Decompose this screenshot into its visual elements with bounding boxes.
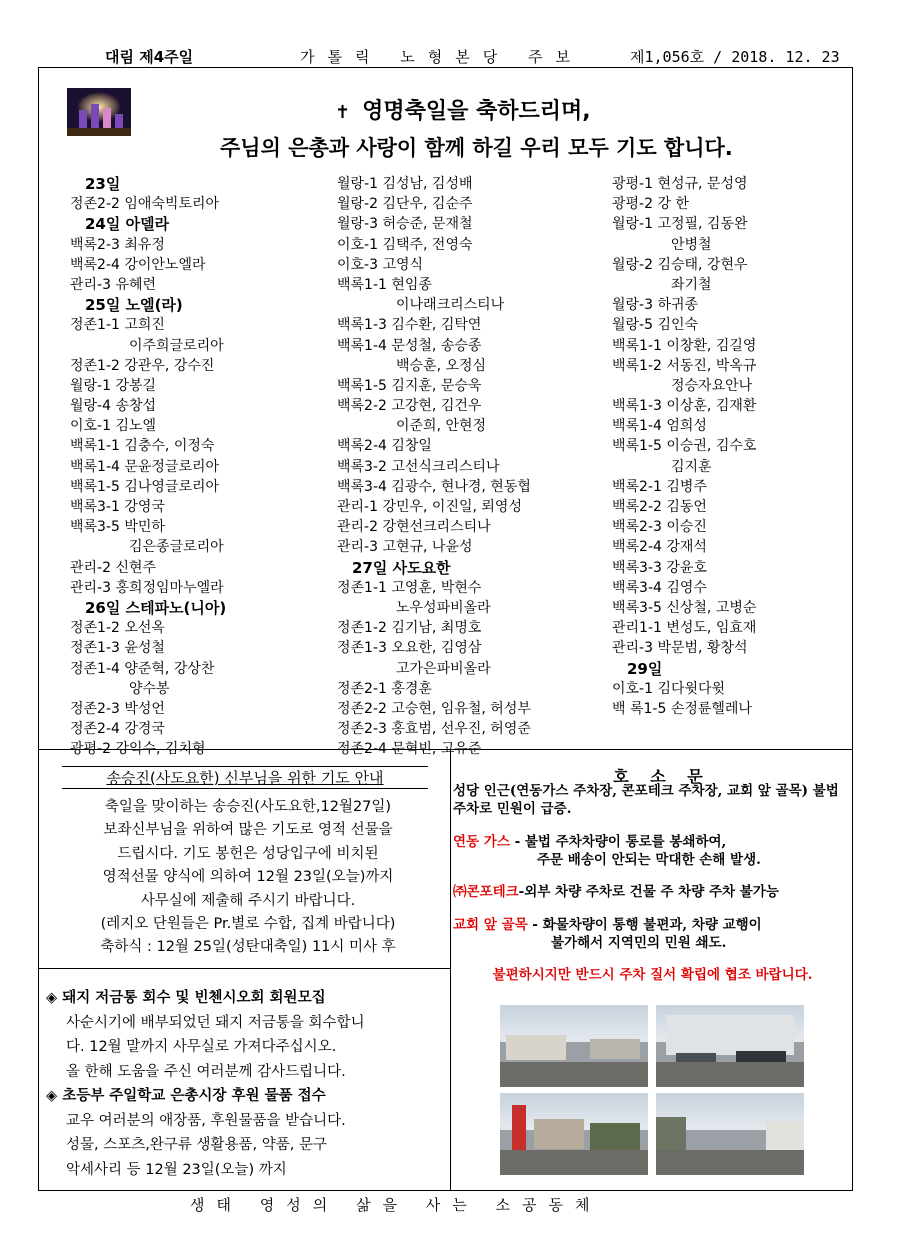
feast-day-heading: 25일 노엘(라) <box>85 296 183 315</box>
section-divider-left <box>38 968 450 969</box>
feast-name-entry: 월랑-3 하귀종 <box>612 297 699 314</box>
feast-name-entry: 관리-2 강현선크리스티나 <box>337 519 491 536</box>
feast-name-entry: 김은종글로리아 <box>129 539 224 556</box>
prayer-line: 보좌신부님을 위하여 많은 기도로 영적 선물을 <box>103 822 393 839</box>
feast-name-entry: 월랑-1 고정필, 김동완 <box>612 216 748 233</box>
feast-name-entry: 백록1-3 김수환, 김탁연 <box>337 317 482 334</box>
feast-name-entry: 정존1-3 윤성철 <box>70 640 165 657</box>
feast-name-entry: 정존2-2 임애숙빅토리아 <box>70 196 220 213</box>
feast-name-entry: 백록3-2 고선식크리스티나 <box>337 458 500 475</box>
appeal-closing: 불편하시지만 반드시 주차 질서 확립에 협조 바랍니다. <box>492 967 813 983</box>
feast-list-column-1 <box>70 174 226 759</box>
appeal-title: 호 소 문 <box>613 767 711 786</box>
announcement-title: ◈ 초등부 주일학교 은총시장 후원 물품 접수 <box>46 1088 326 1104</box>
parking-photo-3 <box>500 1093 648 1175</box>
feast-name-entry: 백록1-5 김지훈, 문승욱 <box>337 377 482 394</box>
announcement-title: ◈ 돼지 저금통 회수 및 빈첸시오회 회원모집 <box>46 990 326 1006</box>
feast-name-entry: 백록1-4 문윤정글로리아 <box>70 458 220 475</box>
feast-name-entry: 관리1-1 변성도, 임효재 <box>612 620 757 637</box>
prayer-line: 영적선물 양식에 의하여 12월 23일(오늘)까지 <box>102 869 394 886</box>
feast-name-entry: 관리-3 고현규, 나윤성 <box>337 539 473 556</box>
feast-name-entry: 이주희글로리아 <box>129 337 224 354</box>
feast-name-entry: 백록2-4 강이안노엘라 <box>70 256 206 273</box>
feast-name-entry: 백록2-2 고강현, 김건우 <box>337 398 482 415</box>
feast-day-heading: 27일 사도요한 <box>352 558 451 577</box>
feast-name-entry: 백록3-3 강윤호 <box>612 559 707 576</box>
feast-name-entry: 백록1-1 김충수, 이정숙 <box>70 438 215 455</box>
feast-name-entry: 백록1-3 이상훈, 김재환 <box>612 398 757 415</box>
cross-icon: ✝ <box>335 102 351 123</box>
feast-name-entry: 정존1-3 오요한, 김영삼 <box>337 640 482 657</box>
feast-name-entry: 월랑-5 김인숙 <box>612 317 699 334</box>
announcement-line: 사순시기에 배부되었던 돼지 저금통을 회수합니 <box>66 1014 365 1031</box>
feast-name-entry: 백록3-4 김광수, 현나경, 현동협 <box>337 478 531 495</box>
feast-name-entry: 백록1-1 이창환, 김길영 <box>612 337 757 354</box>
feast-name-entry: 노우성파비올라 <box>396 599 491 616</box>
feast-name-entry: 이호-1 김노엘 <box>70 418 157 435</box>
footer-motto: 생태 영성의 삶을 사는 소공동체 <box>190 1196 602 1214</box>
feast-name-entry: 관리-1 강민우, 이진일, 뢰영성 <box>337 499 522 515</box>
feast-name-entry: 정존2-4 강경국 <box>70 721 165 738</box>
feast-name-entry: 광평-2 강 한 <box>612 196 689 213</box>
feast-day-heading: 29일 <box>627 659 663 678</box>
diamond-icon: ◈ <box>46 990 58 1006</box>
issue-week-label: 대림 제4주일 <box>105 48 194 66</box>
appeal-item-alley: 교회 앞 골목 - 화물차량이 통행 불편과, 차량 교행이 불가해서 지역민의 민원 쇄도. <box>453 917 762 951</box>
issue-number-date: 제1,056호 / 2018. 12. 23 <box>630 48 840 66</box>
prayer-line: 축일을 맞이하는 송승진(사도요한,12월27일) <box>104 799 392 815</box>
feast-name-entry: 좌기철 <box>671 276 712 293</box>
feast-name-entry: 백록2-3 최유정 <box>70 236 165 253</box>
prayer-line: 드립시다. 기도 봉헌은 성당입구에 비치된 <box>117 845 379 862</box>
feast-name-entry: 월랑-3 허승준, 문재철 <box>337 216 473 233</box>
appeal-item-conpotech: ㈜콘포테크-외부 차량 주차로 건물 주 차량 주차 불가능 <box>453 884 779 900</box>
title-line-2: 주님의 은총과 사랑이 함께 하길 우리 모두 기도 합니다. <box>220 136 733 160</box>
announcement-line: 다. 12월 말까지 사무실로 가져다주십시오. <box>66 1039 337 1055</box>
feast-name-entry: 양수봉 <box>129 680 170 697</box>
announcement-line: 교우 여러분의 애장품, 후원물품을 받습니다. <box>66 1112 346 1129</box>
feast-day-heading: 24일 아델라 <box>85 215 170 234</box>
feast-name-entry: 정승자요안나 <box>671 377 753 394</box>
feast-day-heading: 23일 <box>85 175 121 193</box>
prayer-line: (레지오 단원들은 Pr.별로 수합, 집계 바랍니다) <box>100 916 396 933</box>
feast-name-entry: 정존2-3 박성언 <box>70 700 165 717</box>
feast-name-entry: 월랑-1 김성남, 김성배 <box>337 176 473 192</box>
feast-name-entry: 백록2-3 이승진 <box>612 519 707 536</box>
feast-list-column-2 <box>337 174 531 759</box>
announcements <box>46 986 365 1182</box>
feast-name-entry: 이호-1 김택주, 전영숙 <box>337 236 473 253</box>
feast-name-entry: 광평-2 강익수, 김치형 <box>70 741 206 758</box>
appeal-item-yeondong: 연동 가스 - 불법 주차차량이 통로를 봉쇄하여, 주문 배송이 안되는 막대한 손해 발생. <box>453 834 761 868</box>
feast-name-entry: 백록1-5 이승권, 김수호 <box>612 438 757 455</box>
feast-name-entry: 광평-1 현성규, 문성영 <box>612 176 748 192</box>
feast-day-heading: 26일 스테파노(니아) <box>85 598 227 617</box>
feast-name-entry: 이호-3 고영식 <box>337 256 424 273</box>
feast-name-entry: 관리-3 박문범, 황창석 <box>612 640 748 657</box>
feast-name-entry: 백승훈, 오정심 <box>396 357 487 374</box>
prayer-guide-body <box>56 796 440 960</box>
prayer-line: 축하식 : 12월 25일(성탄대축일) 11시 미사 후 <box>100 939 396 956</box>
parking-photo-2 <box>656 1005 804 1087</box>
feast-name-entry: 월랑-4 송창섭 <box>70 398 157 415</box>
feast-name-entry: 정존1-2 김기남, 최명호 <box>337 620 482 637</box>
parking-photo-4 <box>656 1093 804 1175</box>
advent-candles-image <box>67 88 131 136</box>
feast-list-column-3 <box>612 174 756 719</box>
feast-name-entry: 관리-3 홍희정임마누엘라 <box>70 579 224 596</box>
feast-name-entry: 백록1-4 엄희성 <box>612 418 707 435</box>
feast-greeting-title <box>335 94 591 125</box>
feast-name-entry: 백록1-1 현임종 <box>337 276 432 293</box>
feast-name-entry: 정존1-1 고희진 <box>70 317 165 334</box>
feast-name-entry: 정존1-4 양준혁, 강상찬 <box>70 660 215 677</box>
feast-name-entry: 안병철 <box>671 236 712 253</box>
announcement-line: 올 한해 도움을 주신 여러분께 감사드립니다. <box>66 1063 346 1080</box>
feast-name-entry: 백록2-2 김동언 <box>612 499 707 515</box>
feast-name-entry: 관리-2 신현주 <box>70 559 157 576</box>
prayer-line: 사무실에 제출해 주시기 바랍니다. <box>140 892 356 909</box>
title-line-1: 영명축일을 축하드리며, <box>362 99 591 124</box>
announcement-line: 성물, 스포츠,완구류 생활용품, 약품, 문구 <box>66 1137 327 1153</box>
feast-name-entry: 백록2-4 김창일 <box>337 438 432 455</box>
feast-name-entry: 월랑-2 김승태, 강현우 <box>612 256 748 273</box>
parking-photo-1 <box>500 1005 648 1087</box>
feast-name-entry: 백록2-1 김병주 <box>612 478 707 495</box>
bulletin-name: 가톨릭 노형본당 주보 <box>300 48 583 66</box>
feast-name-entry: 고가은파비올라 <box>396 660 491 677</box>
feast-name-entry: 백록3-5 박민하 <box>70 519 165 536</box>
feast-name-entry: 정존1-1 고영훈, 박현수 <box>337 579 482 596</box>
feast-name-entry: 정존1-2 오선옥 <box>70 620 165 637</box>
feast-name-entry: 정존2-4 문혁빈, 고유준 <box>337 741 482 758</box>
feast-name-entry: 백록1-2 서동진, 박옥규 <box>612 357 757 374</box>
feast-name-entry: 관리-3 유혜련 <box>70 276 157 293</box>
appeal-intro: 성당 인근(연동가스 주차장, 콘포테크 주차장, 교회 앞 골목) 불법주차로 민원이 급증. <box>453 783 839 817</box>
feast-name-entry: 정존2-3 홍효범, 선우진, 허영준 <box>337 721 531 738</box>
feast-name-entry: 백록1-5 김나영글로리아 <box>70 478 220 495</box>
feast-name-entry: 정존2-2 고승현, 임유철, 허성부 <box>337 700 531 717</box>
announcement-line: 악세사리 등 12월 23일(오늘) 까지 <box>66 1161 287 1178</box>
feast-name-entry: 백 록1-5 손정륜헬레나 <box>612 700 752 717</box>
feast-name-entry: 백록3-1 강영국 <box>70 499 165 515</box>
feast-name-entry: 정존2-1 홍경훈 <box>337 680 432 697</box>
prayer-guide-title: 송승진(사도요한) 신부님을 위한 기도 안내 <box>62 766 428 789</box>
feast-name-entry: 백록2-4 강재석 <box>612 539 707 556</box>
feast-name-entry: 백록3-4 김영수 <box>612 579 707 596</box>
feast-name-entry: 백록3-5 신상철, 고병순 <box>612 599 757 616</box>
feast-name-entry: 월랑-2 김단우, 김순주 <box>337 196 473 213</box>
feast-name-entry: 이호-1 김다윗다윗 <box>612 680 726 697</box>
column-divider <box>450 749 451 1190</box>
feast-name-entry: 백록1-4 문성철, 송승종 <box>337 337 482 354</box>
feast-name-entry: 이나래크리스티나 <box>396 297 505 314</box>
feast-name-entry: 이준희, 안현정 <box>396 418 487 435</box>
feast-name-entry: 김지훈 <box>671 458 712 475</box>
feast-name-entry: 월랑-1 강봉길 <box>70 377 157 394</box>
feast-name-entry: 정존1-2 강관우, 강수진 <box>70 357 215 374</box>
diamond-icon: ◈ <box>46 1088 58 1104</box>
